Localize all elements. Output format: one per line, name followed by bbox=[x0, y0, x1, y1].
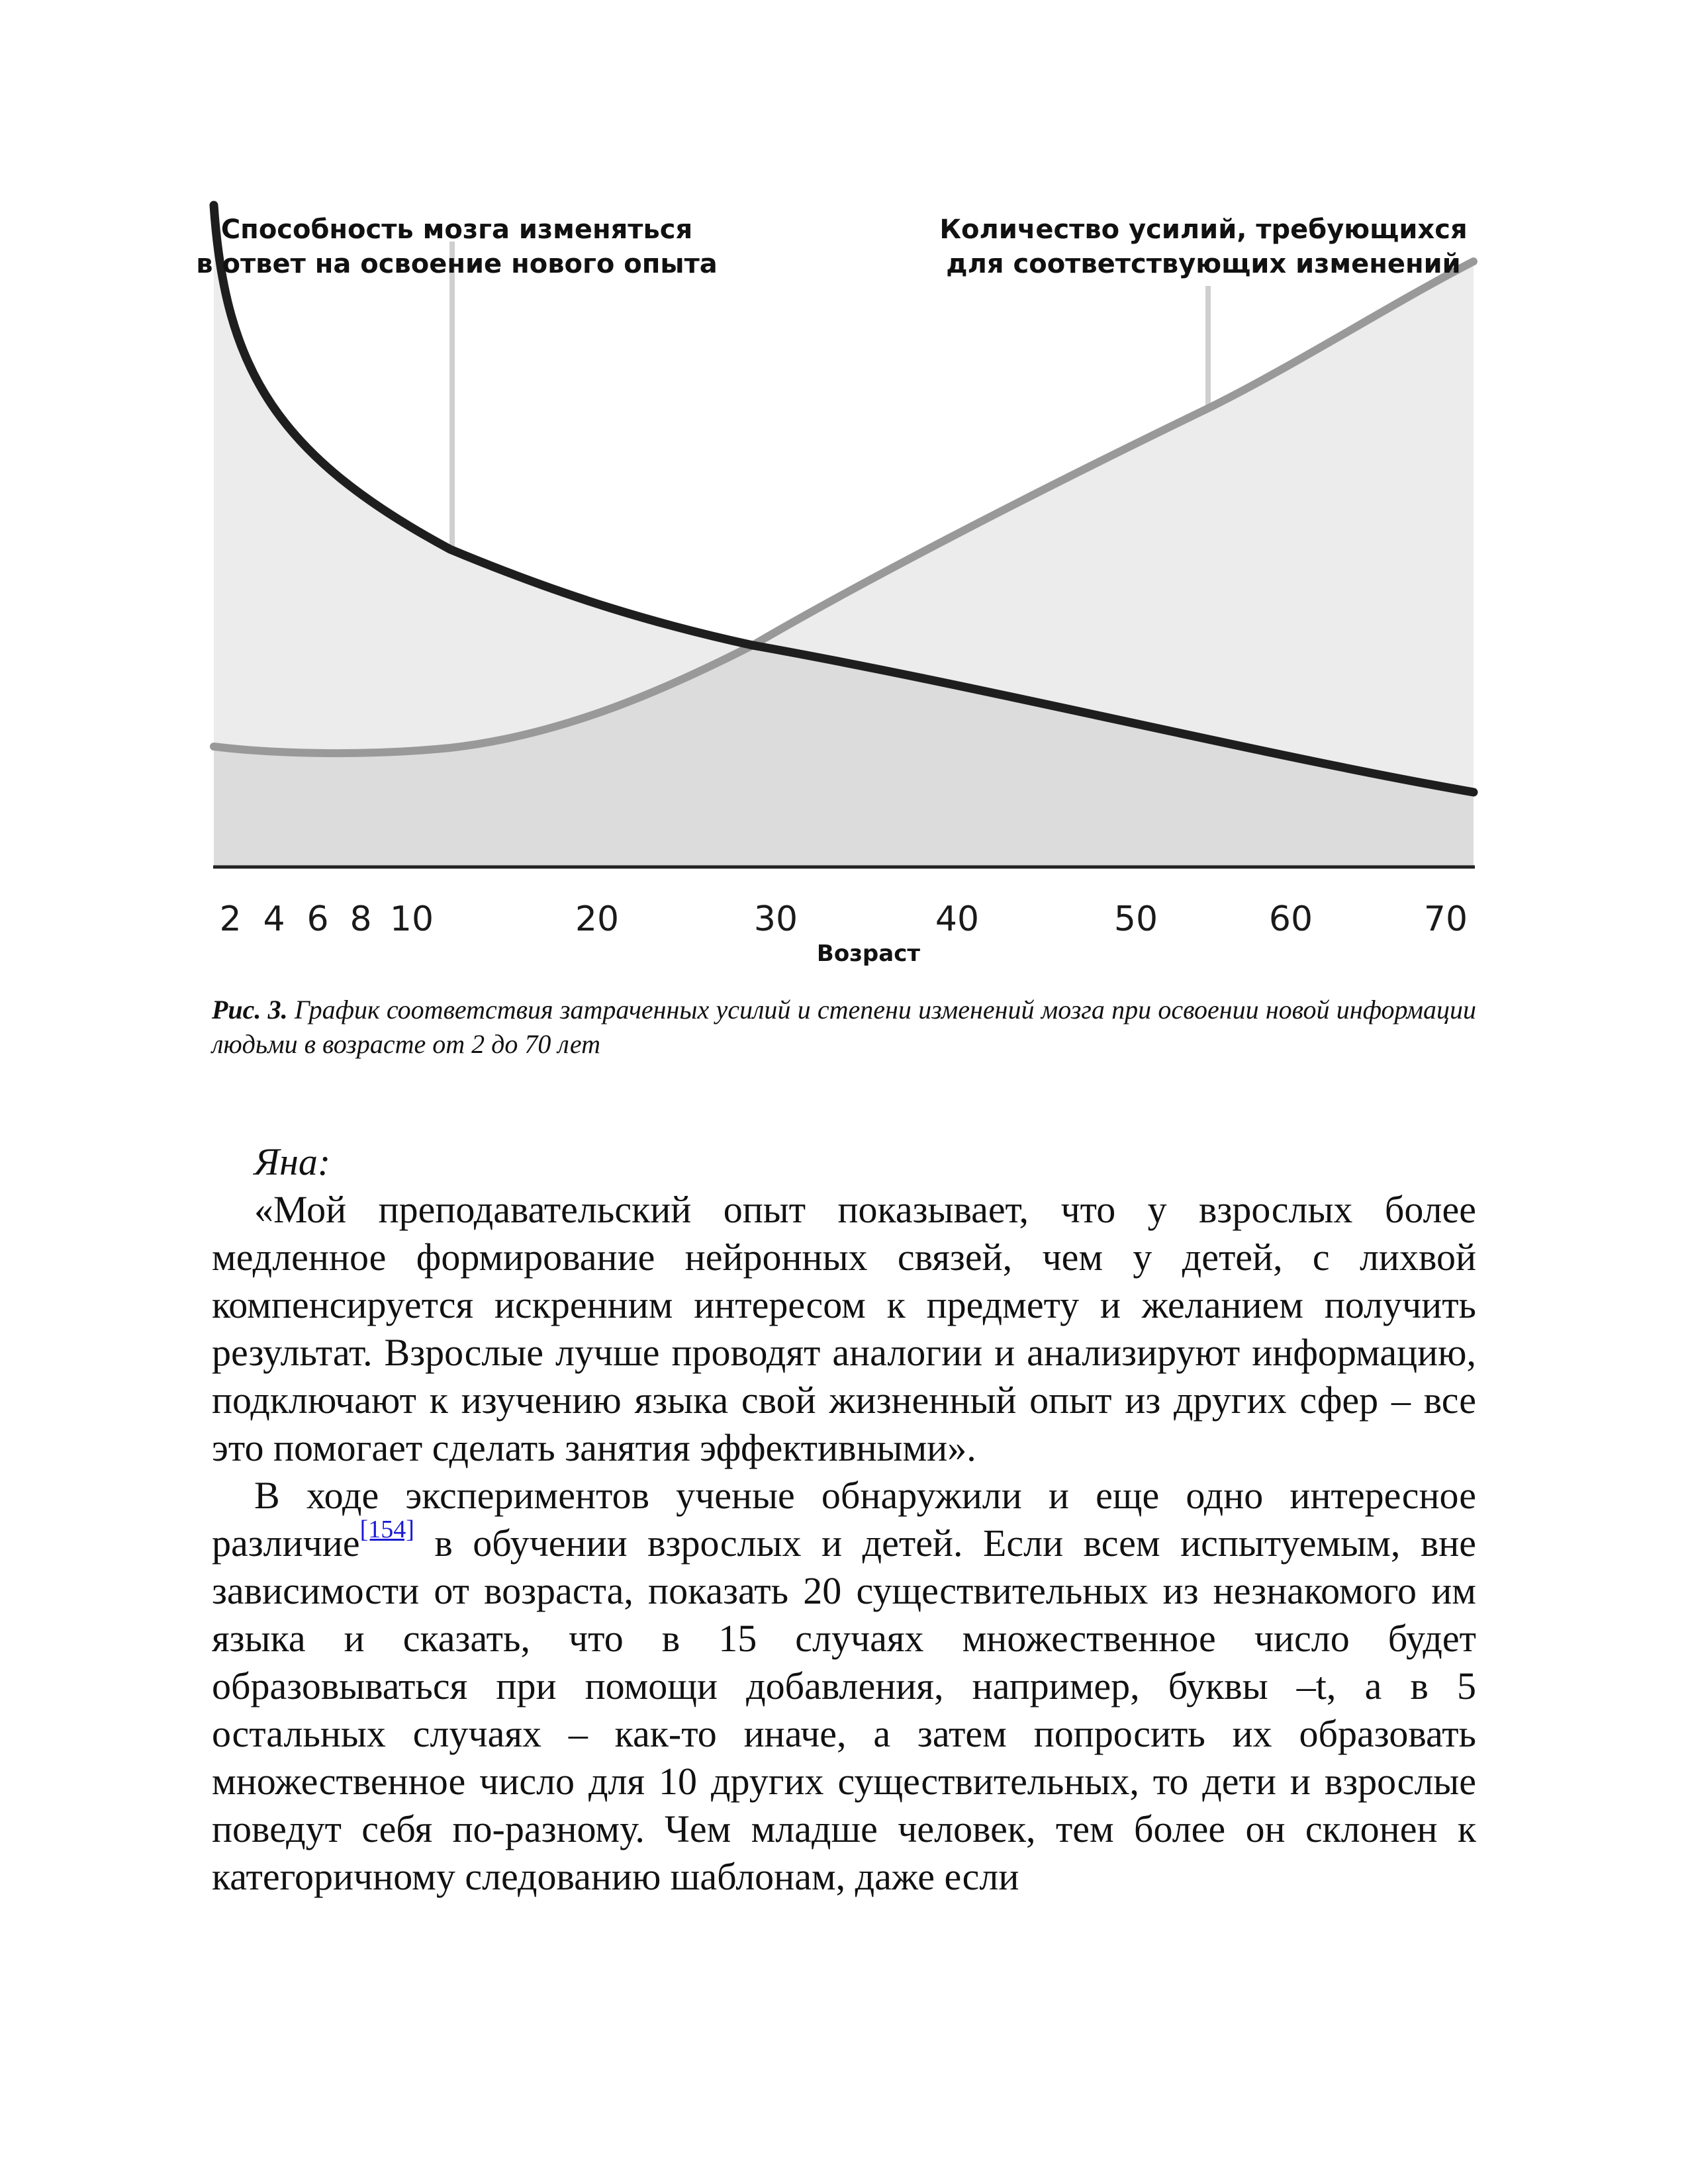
x-tick-4: 4 bbox=[263, 899, 285, 939]
effort-vs-plasticity-chart bbox=[0, 0, 1688, 973]
x-tick-10: 10 bbox=[389, 899, 434, 939]
x-tick-2: 2 bbox=[219, 899, 242, 939]
x-tick-40: 40 bbox=[935, 899, 980, 939]
x-tick-8: 8 bbox=[350, 899, 372, 939]
figure-caption bbox=[212, 993, 1476, 1062]
x-axis-title: Возраст bbox=[816, 940, 921, 967]
body-text bbox=[212, 1138, 1476, 1901]
label-effort-line2: для соответствующих изменений bbox=[946, 249, 1461, 279]
quote-paragraph: «Мой преподавательский опыт показывает, что у взрослых более медленное формирование нейронных связей, чем у детей, с лихвой компенсируется искренним интересом к предмету и желанием получить результат. Взрослые лучше проводят аналогии и анализируют информацию, подключают к изучению языка свой жизненный опыт из других сфер – все это помогает сделать занятия эффективными». bbox=[212, 1188, 1476, 1469]
x-tick-60: 60 bbox=[1268, 899, 1313, 939]
x-tick-20: 20 bbox=[575, 899, 620, 939]
label-effort-line1: Количество усилий, требующихся bbox=[939, 214, 1468, 245]
x-tick-6: 6 bbox=[306, 899, 329, 939]
caption-text: График соответствия затраченных усилий и степени изменений мозга при освоении новой информации людьми в возрасте от 2 до 70 лет bbox=[212, 995, 1477, 1059]
paragraph-2-rest: в обучении взрослых и детей. Если всем испытуемым, вне зависимости от возраста, показать 20 существительных из незнакомого им языка и сказать, что в 15 случаях множественное число будет образовываться при помощи добавления, например, буквы –t, а в 5 остальных случаях – как-то иначе, а затем попросить их образовать множественное число для 10 других существительных, то дети и взрослые поведут себя по-разному. Чем младше человек, тем более он склонен к категоричному следованию шаблонам, даже если bbox=[212, 1522, 1476, 1898]
paragraph-2 bbox=[212, 1472, 1476, 1901]
x-tick-70: 70 bbox=[1423, 899, 1468, 939]
label-plasticity-line1: Способность мозга изменяться bbox=[220, 214, 693, 245]
upper-fill-left bbox=[214, 205, 753, 753]
figure-number: Рис. 3. bbox=[212, 995, 288, 1024]
x-tick-30: 30 bbox=[753, 899, 798, 939]
label-plasticity-line2: в ответ на освоение нового опыта bbox=[196, 249, 718, 279]
speaker-name: Яна: bbox=[254, 1140, 331, 1183]
footnote-link-154[interactable]: [154] bbox=[359, 1516, 414, 1543]
x-tick-50: 50 bbox=[1113, 899, 1158, 939]
paragraph-2-start: В ходе экспериментов ученые обнаружили и еще одно интересное различие bbox=[212, 1474, 1476, 1565]
